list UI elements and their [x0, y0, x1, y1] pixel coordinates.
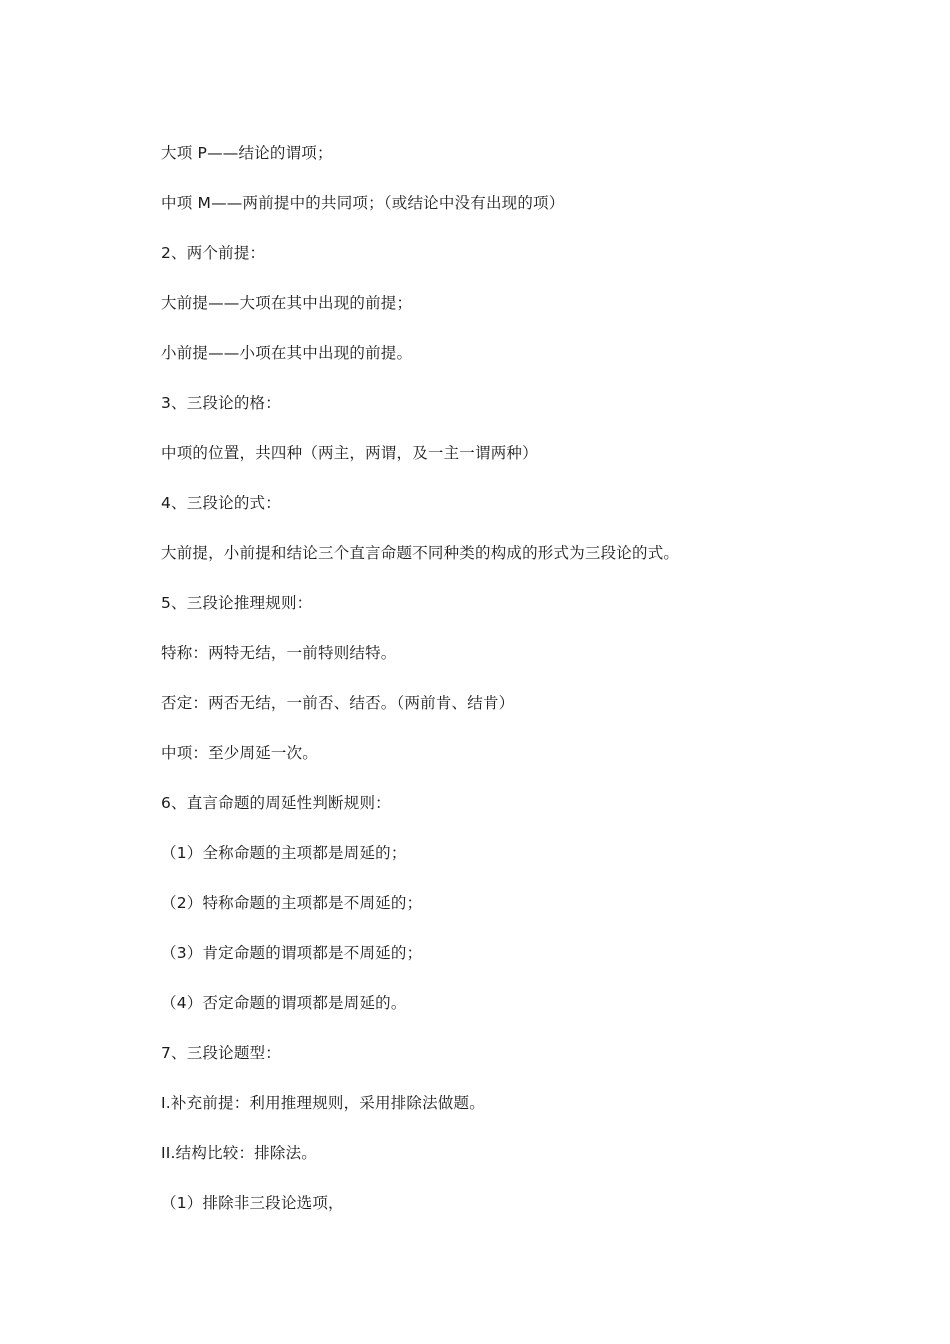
paragraph-supplement-premise: I.补充前提：利用推理规则，采用排除法做题。: [161, 1094, 485, 1112]
heading-syllogism-figure: 3、三段论的格：: [161, 394, 281, 412]
paragraph-major-term: 大项 P——结论的谓项；: [161, 144, 333, 162]
paragraph-middle-position: 中项的位置，共四种（两主，两谓，及一主一谓两种）: [161, 444, 538, 462]
paragraph-mood-definition: 大前提，小前提和结论三个直言命题不同种类的构成的形式为三段论的式。: [161, 544, 680, 562]
paragraph-major-premise: 大前提——大项在其中出现的前提；: [161, 294, 413, 312]
heading-distribution-rules: 6、直言命题的周延性判断规则：: [161, 794, 391, 812]
paragraph-rule-negative: 否定：两否无结，一前否、结否。（两前肯、结肯）: [161, 694, 515, 712]
heading-syllogism-mood: 4、三段论的式：: [161, 494, 281, 512]
list-item-rule-3: （3）肯定命题的谓项都是不周延的；: [161, 944, 423, 962]
list-item-rule-1: （1）全称命题的主项都是周延的；: [161, 844, 407, 862]
heading-inference-rules: 5、三段论推理规则：: [161, 594, 313, 612]
paragraph-rule-particular: 特称：两特无结，一前特则结特。: [161, 644, 397, 662]
paragraph-rule-middle: 中项：至少周延一次。: [161, 744, 319, 762]
list-item-rule-2: （2）特称命题的主项都是不周延的；: [161, 894, 423, 912]
heading-question-types: 7、三段论题型：: [161, 1044, 281, 1062]
paragraph-structure-compare: II.结构比较：排除法。: [161, 1144, 317, 1162]
document-body: [161, 140, 861, 1240]
paragraph-middle-term: 中项 M——两前提中的共同项；（或结论中没有出现的项）: [161, 194, 565, 212]
heading-two-premises: 2、两个前提：: [161, 244, 266, 262]
paragraph-minor-premise: 小前提——小项在其中出现的前提。: [161, 344, 413, 362]
list-item-rule-4: （4）否定命题的谓项都是周延的。: [161, 994, 407, 1012]
list-item-exclude-non-syllogism: （1）排除非三段论选项，: [161, 1194, 344, 1212]
